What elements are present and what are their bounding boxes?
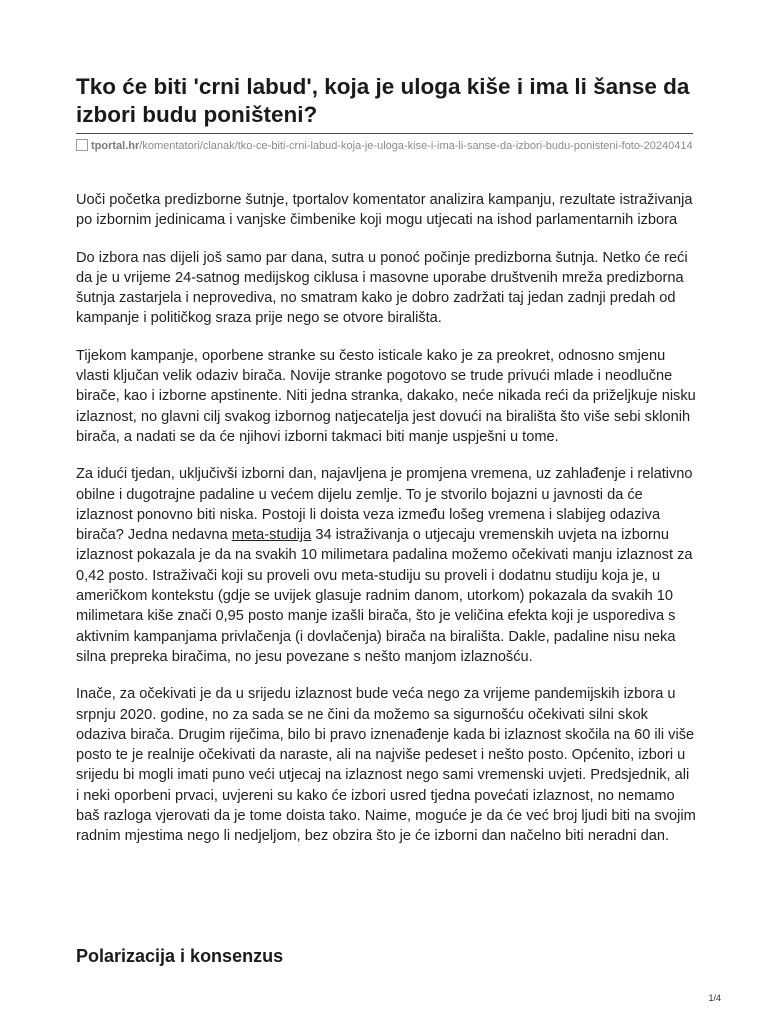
paragraph-1: Do izbora nas dijeli još samo par dana, sutra u ponoć počinje predizborna šutnja. Netko će reći da je u vrijeme 24-satnog medijskog ciklusa i masovne uporabe društvenih mreža predizborna šutnja zastarjela i neprovediva, no smatram kako je dobro zadržati taj jedan zadnji predah od kampanje i političkog sraza prije nego se otvore birališta. bbox=[76, 249, 688, 327]
paragraph-3-end: 34 istraživanja o utjecaju vremenskih uvjeta na izbornu izlaznost pokazala je da na svakih 10 milimetara padalina možemo očekivati manju izlaznost za 0,42 posto. Istraživači koji su proveli ovu meta-studiju su proveli i dodatnu studiju koja je, u američkom kontekstu (gdje se uvijek glasuje radnim danom, utorkom) pokazala da svakih 10 milimetara kiše znači 0,95 posto manje izašli birača, što je veličina efekta koji je usporediva s aktivnim kampanjama privlačenja (i dovlačenja) birača na birališta. Dakle, padaline nisu neka silna prepreka biračima, no jesu povezane s nešto manjom izlaznošću. bbox=[76, 527, 693, 665]
source-domain: tportal.hr bbox=[91, 140, 140, 152]
paragraph-3 bbox=[76, 464, 696, 667]
meta-study-link[interactable]: meta-studija bbox=[231, 527, 312, 544]
page-number: 1/4 bbox=[708, 993, 721, 1003]
source-url[interactable] bbox=[76, 139, 696, 154]
paragraph-3-start: Za idući tjedan, uključivši izborni dan, najavljena je promjena vremena, uz zahlađenje i relativno obilne i dugotrajne padaline u većem dijelu zemlje. To je stvorilo bojazni u javnosti da će izlaznost ponovno biti niska. Postoji li doista veza između lošeg vremena i slabijeg odaziva birača? Jedna nedavna bbox=[76, 466, 693, 544]
favicon-icon bbox=[76, 139, 88, 151]
source-path: /komentatori/clanak/tko-ce-biti-crni-labud-koja-je-uloga-kise-i-ima-li-sanse-da-izbori-budu-ponisteni-foto-20240414 bbox=[139, 140, 693, 152]
article-lead: Uoči početka predizborne šutnje, tportalov komentator analizira kampanju, rezultate istraživanja po izbornim jedinicama i vanjske čimbenike koji mogu utjecati na ishod parlamentarnih izbora bbox=[76, 192, 693, 229]
title-divider bbox=[76, 133, 693, 134]
section-heading: Polarizacija i konsenzus bbox=[76, 946, 284, 966]
paragraph-2: Tijekom kampanje, oporbene stranke su često isticale kako je za preokret, odnosno smjenu vlasti ključan velik odaziv birača. Novije stranke pogotovo se trude privući mlade i neodlučne birače, kao i izborne apstinente. Niti jedna stranka, dakako, neće nikada reći da priželjkuje nisku izlaznost, no glavni cilj svakog izbornog natjecatelja jest dovući na birališta što više sebi sklonih birača, a nadati se da će njihovi izborni takmaci biti manje uspješni u tome. bbox=[76, 347, 696, 445]
paragraph-4: Inače, za očekivati je da u srijedu izlaznost bude veća nego za vrijeme pandemijskih izbora u srpnju 2020. godine, no za sada se ne čini da možemo sa sigurnošću očekivati silni skok odaziva birača. Drugim riječima, bilo bi pravo iznenađenje kada bi izlaznost skočila na 60 ili više posto te je realnije očekivati da naraste, ali na najviše pedeset i nešto posto. Općenito, izbori u srijedu bi mogli imati puno veći utjecaj na izlaznost nego sami vremenski uvjeti. Predsjednik, ali i neki oporbeni prvaci, uvjereni su kako će izbori usred tjedna povećati izlaznost, no nemamo baš razloga vjerovati da je tome doista tako. Naime, moguće je da će već broj ljudi biti na svojim radnim mjestima nego li nedjeljom, bez obzira što je će izborni dan načelno biti neradni dan. bbox=[76, 686, 696, 845]
article-body bbox=[76, 190, 696, 864]
article-title: Tko će biti 'crni labud', koja je uloga kiše i ima li šanse da izbori budu poništeni? bbox=[76, 74, 690, 127]
